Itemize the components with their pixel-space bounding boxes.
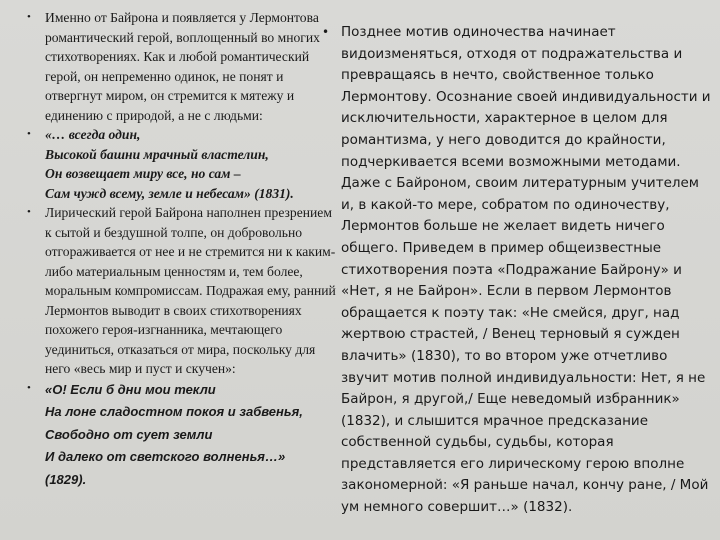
bullet-icon: • xyxy=(27,11,31,23)
quote-line: Свободно от сует земли xyxy=(45,426,213,442)
quote-line: (1829). xyxy=(45,471,87,487)
quote-line: «О! Если б дни мои текли xyxy=(45,381,216,397)
quote-line: На лоне сладостном покоя и забвенья, xyxy=(45,404,303,419)
left-bullet-item-quote-1 xyxy=(10,125,340,203)
bullet-icon: • xyxy=(322,25,330,39)
quote-line: «… всегда один, xyxy=(45,127,141,142)
left-column xyxy=(10,8,340,491)
left-paragraph-1: Именно от Байрона и появляется у Лермонтова романтический герой, воплощенный во многих стихотворениях. Как и любой романтический герой, он непременно одинок, не понят и отвергнут миром, он стремится к мятежу и единению с природой, а не с людьми: xyxy=(45,10,320,123)
left-bullet-item-quote-2 xyxy=(10,379,340,492)
right-column xyxy=(322,22,714,519)
left-paragraph-2: Лирический герой Байрона наполнен презрением к сытой и бездушной толпе, он добровольно отгораживается от нее и не стремится ни к каким-либо материальным ценностям и, тем более, моральным компромиссам. Подражая ему, ранний Лермонтов выводит в своих стихотворениях похожего героя-изгнанника, мечтающего уединиться, отказаться от мира, поскольку для него «весь мир и пуст и скучен»: xyxy=(45,205,336,376)
right-bullet-item xyxy=(322,22,714,519)
bullet-icon: • xyxy=(27,381,31,394)
quote-line: И далеко от светского волненья…» xyxy=(45,449,286,464)
quote-line: Сам чужд всему, земле и небесам» (1831). xyxy=(45,185,294,201)
quote-line: Он возвещает миру все, но сам – xyxy=(45,166,241,181)
bullet-icon: • xyxy=(27,128,31,140)
right-paragraph: Позднее мотив одиночества начинает видоизменяться, отходя от подражательства и превращаясь в нечто, свойственное только Лермонтову. Осознание своей индивидуальности и исключительности, характерное в целом для романтизма, у него доводится до крайности, подчеркивается всеми возможными методами. Даже с Байроном, своим литературным учителем и, в какой-то мере, собратом по одиночеству, Лермонтов больше не желает видеть ничего общего. Приведем в пример общеизвестные стихотворения поэта «Подражание Байрону» и «Нет, я не Байрон». Если в первом Лермонтов обращается к поэту так: «Не смейся, друг, над жертвою страстей, / Венец терновый я сужден влачить» (1830), то во втором уже отчетливо звучит мотив полной индивидуальности: Нет, я не Байрон, я другой,/ Еще неведомый избранник» (1832), и слышится мрачное предсказание собственной судьбы, судьбы, которая представляется его лирическому герою вполне закономерной: «Я раньше начал, кончу ране, / Мой ум немного совершит…» (1832). xyxy=(341,24,711,516)
left-bullet-item-2 xyxy=(10,203,340,379)
quote-line: Высокой башни мрачный властелин, xyxy=(45,146,269,162)
bullet-icon: • xyxy=(27,206,31,218)
left-bullet-item-1 xyxy=(10,8,340,125)
